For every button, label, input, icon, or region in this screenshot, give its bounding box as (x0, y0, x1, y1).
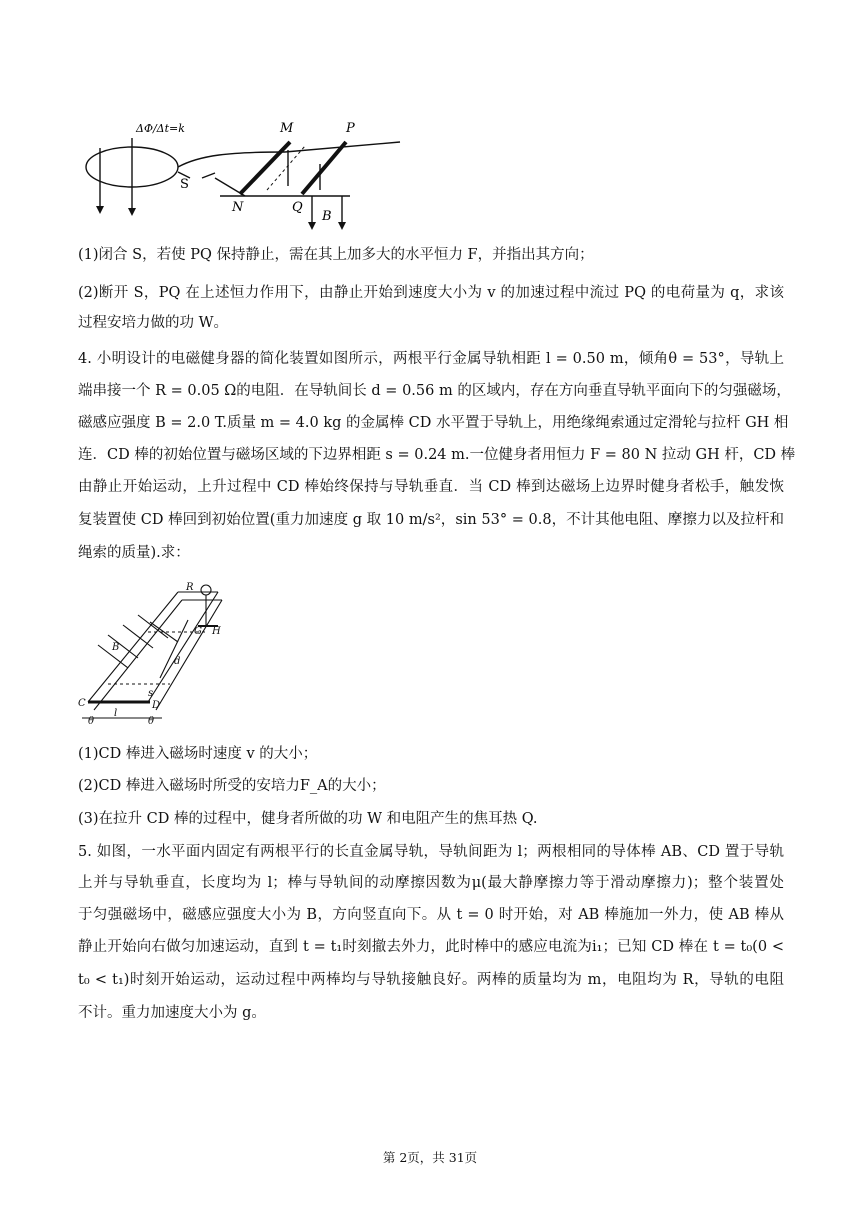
q5-line-6: 不计。重力加速度大小为 g。 (78, 1005, 266, 1021)
q5-line-1: 5. 如图，一水平面内固定有两根平行的长直金属导轨，导轨间距为 l；两根相同的导体棒 AB、CD 置于导轨 (78, 844, 784, 860)
q3-part1: (1)闭合 S，若使 PQ 保持静止，需在其上加多大的水平恒力 F，并指出其方向； (78, 247, 594, 263)
q4-line-7: 绳索的质量).求： (78, 545, 190, 561)
label-D: D (152, 700, 161, 711)
label-l: l (114, 708, 118, 719)
q5-line-3: 于匀强磁场中，磁感应强度大小为 B，方向竖直向下。从 t = 0 时开始，对 AB 棒施加一外力，使 AB 棒从 (78, 907, 784, 923)
page-footer: 第 2页，共 31页 (382, 1150, 478, 1165)
label-R: R (186, 582, 194, 593)
q3-part2-line1: (2)断开 S，PQ 在上述恒力作用下，由静止开始到速度大小为 v 的加速过程中流过 PQ 的电荷量为 q，求该 (78, 285, 784, 301)
q4-line-1: 4. 小明设计的电磁健身器的简化装置如图所示，两根平行金属导轨相距 l = 0.50 m，倾角θ = 53°，导轨上 (78, 351, 784, 367)
figure-circuit-rails (80, 110, 410, 230)
q4-line-4: 连．CD 棒的初始位置与磁场区域的下边界相距 s = 0.24 m.一位健身者用恒力 F = 80 N 拉动 GH 杆，CD 棒 (78, 447, 796, 463)
label-B2: B (112, 642, 120, 653)
q4-part-3: (3)在拉升 CD 棒的过程中，健身者所做的功 W 和电阻产生的焦耳热 Q. (78, 811, 538, 827)
label-B: B (322, 209, 332, 224)
q5-line-4: 静止开始向右做匀加速运动，直到 t = t₁时刻撤去外力，此时棒中的感应电流为i₁；已知 CD 棒在 t = t₀(0 < (78, 939, 784, 955)
q3-part2-line2: 过程安培力做的功 W。 (78, 315, 229, 331)
label-theta-1: θ (88, 716, 95, 726)
q4-part-2: (2)CD 棒进入磁场时所受的安培力F_A的大小； (78, 778, 386, 794)
label-M: M (280, 121, 294, 136)
label-d: d (174, 656, 181, 667)
label-Q: Q (292, 200, 303, 215)
q4-line-2: 端串接一个 R = 0.05 Ω的电阻．在导轨间长 d = 0.56 m 的区域内，存在方向垂直导轨平面向下的匀强磁场， (78, 383, 791, 399)
label-S: S (180, 177, 189, 192)
q4-line-3: 磁感应强度 B = 2.0 T.质量 m = 4.0 kg 的金属棒 CD 水平置于导轨上，用绝缘绳索通过定滑轮与拉杆 GH 相 (78, 415, 789, 431)
figure-inclined-rails (78, 580, 238, 726)
q4-part-1: (1)CD 棒进入磁场时速度 v 的大小； (78, 746, 318, 762)
label-P: P (346, 121, 355, 136)
flux-label: ΔΦ/Δt=k (136, 122, 185, 135)
q5-line-5: t₀ < t₁)时刻开始运动，运动过程中两棒均与导轨接触良好。两棒的质量均为 m，电阻均为 R，导轨的电阻 (78, 972, 784, 988)
label-C: C (78, 698, 86, 709)
label-theta-2: θ (148, 716, 155, 726)
q4-line-5: 由静止开始运动，上升过程中 CD 棒始终保持与导轨垂直．当 CD 棒到达磁场上边界时健身者松手，触发恢 (78, 479, 784, 495)
q4-line-6: 复装置使 CD 棒回到初始位置(重力加速度 g 取 10 m/s²，sin 53° = 0.8，不计其他电阻、摩擦力以及拉杆和 (78, 512, 784, 528)
label-s: s (148, 688, 154, 699)
q5-line-2: 上并与导轨垂直，长度均为 l；棒与导轨间的动摩擦因数为μ(最大静摩擦力等于滑动摩擦力)；整个装置处 (78, 875, 784, 891)
label-G: G (194, 626, 202, 637)
label-N: N (232, 200, 244, 215)
label-H: H (212, 626, 221, 637)
